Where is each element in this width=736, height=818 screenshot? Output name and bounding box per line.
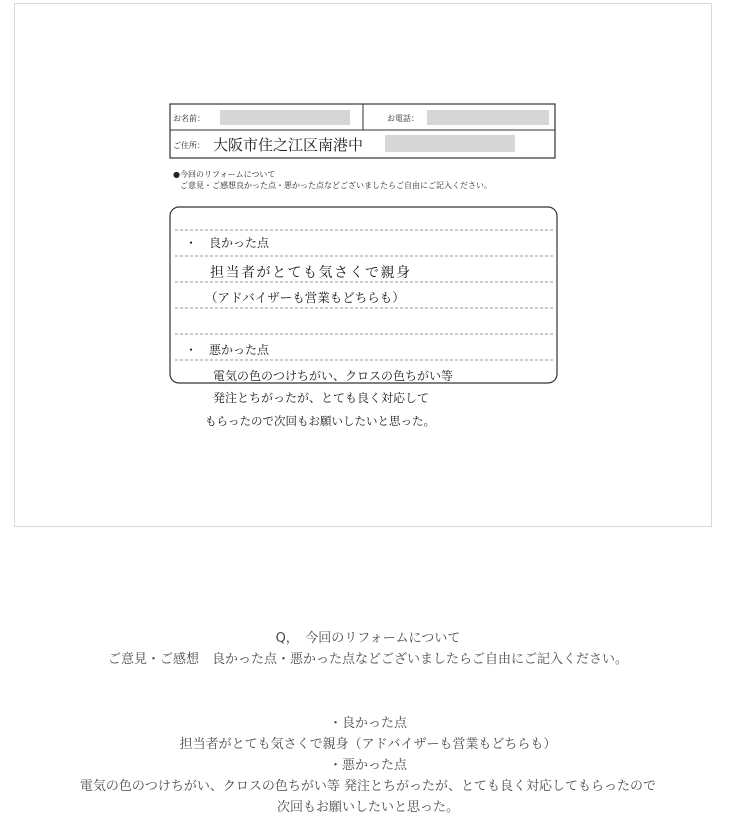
redacted-phone [427, 110, 549, 125]
question-caption-line-2: ご意見・ご感想 良かった点・悪かった点などございましたらご自由にご記入ください。 [107, 652, 628, 667]
answer-bad-heading: ・悪かった点 [328, 758, 407, 773]
answer-bad-text-1: 電気の色のつけちがい、クロスの色ちがい等 発注とちがったが、とても良く対応してもらったので [79, 779, 657, 794]
hand-line-good-heading: ・ 良かった点 [185, 236, 270, 250]
redacted-address [385, 135, 515, 152]
name-label: お名前： [173, 114, 205, 123]
question-line-2: ご意見・ご感想良かった点・悪かった点などございましたらご自由にご記入ください。 [180, 181, 492, 190]
hand-line-bad-heading: ・ 悪かった点 [185, 343, 270, 357]
answer-bad-text-2: 次回もお願いしたいと思った。 [276, 800, 459, 815]
question-caption-line-1: Q， 今回のリフォームについて [275, 631, 461, 646]
scanned-form-image [14, 3, 712, 527]
answer-caption [0, 713, 736, 818]
hand-line-good-2: （アドバイザーも営業もどちらも） [205, 290, 405, 305]
address-handwritten: 大阪市住之江区南港中 [213, 136, 364, 154]
phone-label: お電話： [387, 114, 419, 123]
answer-good-text: 担当者がとても気さくで親身（アドバイザーも営業もどちらも） [179, 737, 557, 752]
hand-line-bad-2: 発注とちがったが、とても良く対応して [213, 391, 430, 405]
question-line-1: ●今回のリフォームについて [173, 170, 276, 179]
question-caption [0, 628, 736, 670]
redacted-name [220, 110, 350, 125]
hand-line-bad-3: もらったので次回もお願いしたいと思った。 [205, 414, 435, 428]
hand-line-good-1: 担当者がとても気さくで親身 [210, 265, 412, 281]
address-label: ご住所： [173, 141, 205, 150]
survey-scan [15, 4, 713, 528]
answer-good-heading: ・良かった点 [328, 716, 407, 731]
hand-line-bad-1: 電気の色のつけちがい、クロスの色ちがい等 [213, 369, 454, 383]
